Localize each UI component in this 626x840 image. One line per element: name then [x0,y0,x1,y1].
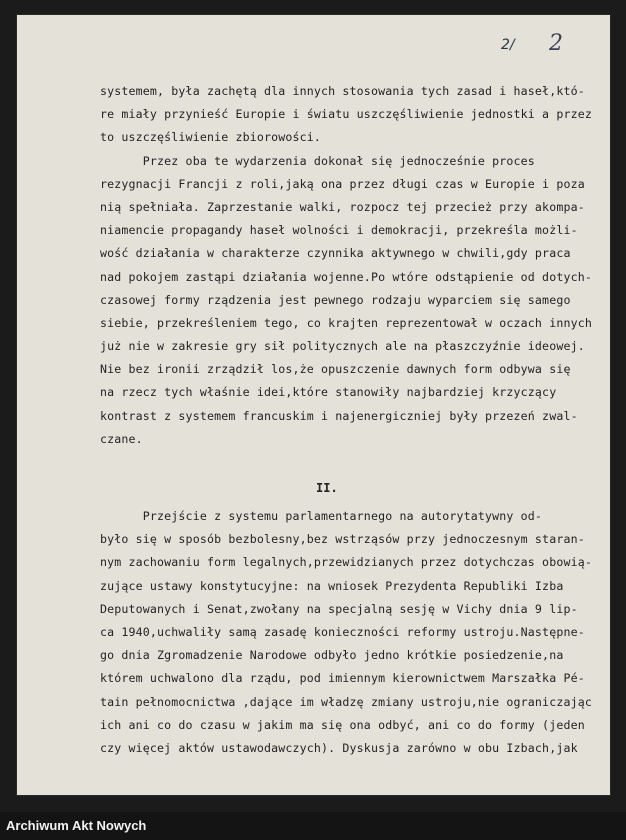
text-line: nym zachowaniu form legalnych,przewidzianych przez dotychczas obowią- [100,555,592,570]
paragraph-2 [100,505,612,760]
text-line: czasowej formy rządzenia jest pewnego rodzaju wyparciem się samego [100,292,571,307]
text-line: Deputowanych i Senat,zwołany na specjalną sesję w Vichy dnia 9 lip- [100,601,578,616]
text-line: systemem, była zachętą dla innych stosowania tych zasad i haseł,któ- [100,84,585,98]
text-line: ca 1940,uchwaliły samą zasadę konieczności reformy ustroju.Następne- [100,624,585,639]
text-line: nad pokojem zastąpi działania wojenne.Po wtóre odstąpienie od dotych- [100,269,592,284]
handwritten-page-number: 2 [549,31,563,56]
text-line: czy więcej aktów ustawodawczych). Dyskusja zarówno w obu Izbach,jak [100,740,578,755]
section-heading: II. [316,481,338,495]
text-line: rezygnacji Francji z roli,jaką ona przez długi czas w Europie i poza [100,176,585,191]
text-line: już nie w zakresie gry sił politycznych ale na płaszczyźnie ideowej. [100,339,585,354]
paragraph-1 [100,80,612,451]
text-line: kontrast z systemem francuskim i najenergiczniej były przezeń zwal- [100,408,578,423]
text-line: nią spełniała. Zaprzestanie walki, rozpocz tej przecież przy akompa- [100,199,585,214]
text-line: re miały przynieść Europie i światu uszczęśliwienie jednostki a przez [100,107,592,122]
text-line: Przez oba te wydarzenia dokonał się jednocześnie proces [100,153,535,168]
text-line: niamencie propagandy haseł wolności i demokracji, przekreśla możli- [100,223,578,238]
typed-page-number: 2/ [501,37,515,53]
text-line: to uszczęśliwienie zbiorowości. [100,130,322,145]
text-line: tain pełnomocnictwa ,dające im władzę zmiany ustroju,nie ograniczając [100,694,592,709]
text-line: czane. [100,431,143,446]
text-line: którem uchwalono dla rządu, pod imiennym kierownictwem Marszałka Pé- [100,671,585,686]
text-line: było się w sposób bezbolesny,bez wstrząsów przy jednoczesnym staran- [100,532,585,547]
archive-name: Archiwum Akt Nowych [6,818,147,833]
text-line: siebie, przekreśleniem tego, co krajten reprezentował w oczach innych [100,315,592,330]
text-line: ich ani co do czasu w jakim ma się ona odbyć, ani co do formy (jeden [100,717,585,732]
archive-footer [0,812,626,840]
text-line: go dnia Zgromadzenie Narodowe odbyło jedno krótkie posiedzenie,na [100,648,564,663]
text-line: wość działania w charakterze czynnika aktywnego w chwili,gdy praca [100,246,571,261]
text-line: Nie bez ironii zrządził los,że opuszczenie dawnych form odbywa się [100,362,571,377]
text-line: Przejście z systemu parlamentarnego na autorytatywny od- [100,509,543,523]
text-line: zujące ustawy konstytucyjne: na wniosek Prezydenta Republiki Izba [100,578,564,593]
text-line: na rzecz tych właśnie idei,które stanowiły najbardziej krzyczący [100,385,557,400]
